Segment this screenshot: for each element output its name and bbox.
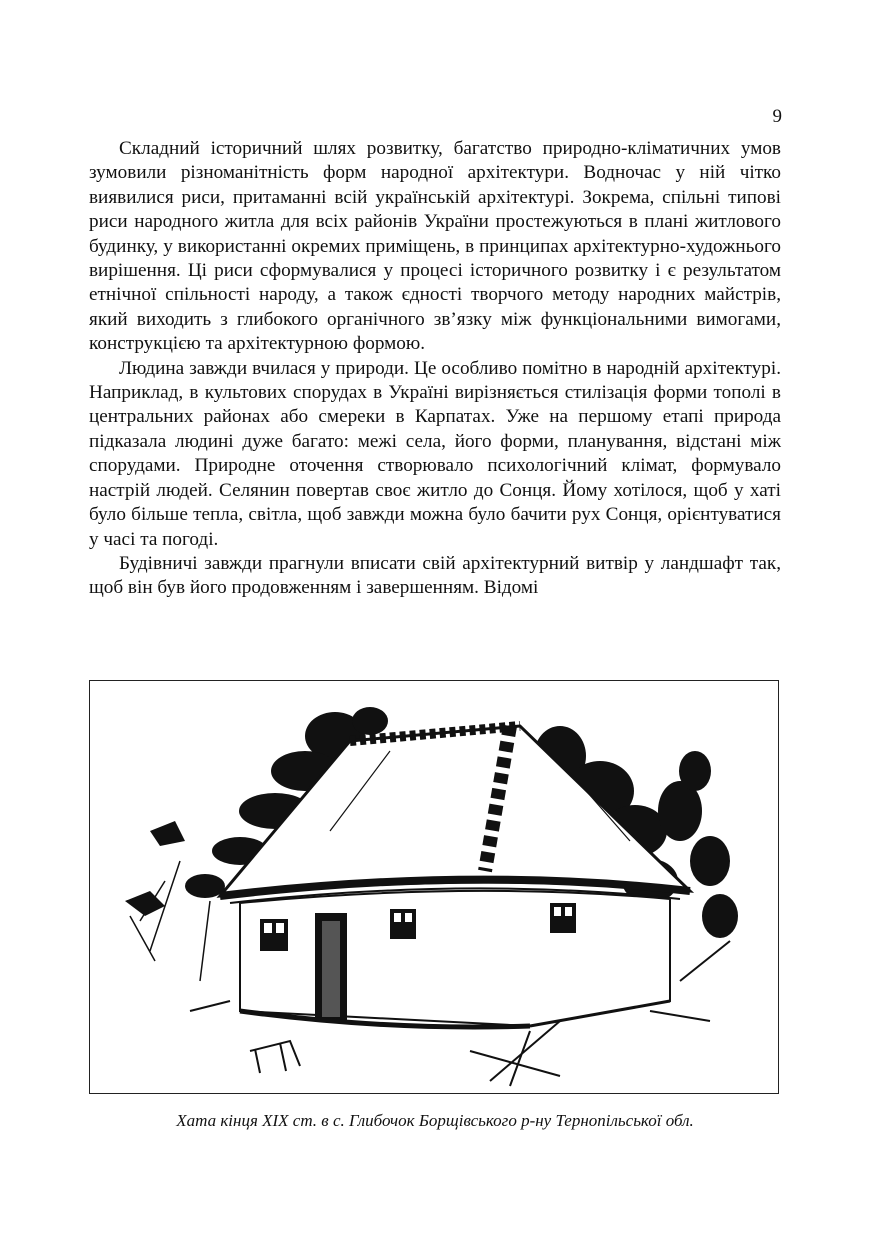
house-illustration xyxy=(89,680,779,1094)
page-number: 9 xyxy=(772,106,782,127)
house-walls-drawing xyxy=(240,891,670,1027)
figure-caption: Хата кінця XIX ст. в с. Глибочок Борщівського р-ну Тернопільської обл. xyxy=(176,1111,694,1130)
paragraph-2: Людина завжди вчилася у природи. Це особливо помітно в народній архітектурі. Наприклад, в культових спорудах в Україні вирізняється стилізація форми тополі в центральних районах або смереки в Карпатах. Уже на першому етапі природа підказала людині дуже багато: межі села, його форми, планування, відстані між спорудами. Природне оточення створювало психологічний клімат, формувало настрій людей. Селянин повертав своє житло до Сонця. Йому хотілося, щоб у хаті було більше тепла, світла, щоб завжди можна було бачити рух Сонця, орієнтуватися у часі та погоді. xyxy=(89,357,781,550)
paragraph-3: Будівничі завжди прагнули вписати свій архітектурний витвір у ландшафт так, щоб він був його продовженням і завершенням. Відомі xyxy=(89,552,781,599)
paragraph-1: Складний історичний шлях розвитку, багатство природно-кліматичних умов зумовили різноманітність форм народної архітектури. Водночас у ній чітко виявилися риси, притаманні всій українській архітектурі. Зокрема, спільні типові риси народного житла для всіх районів України простежуються в плані житлового будинку, у використанні окремих приміщень, в принципах архітектурно-художнього вирішення. Ці риси сформувалися у процесі історичного розвитку і є результатом етнічної спільності народу, а також єдності творчого методу народних майстрів, який виходить з глибокого органічного зв’язку між функціональними вимогами, конструкцією та архітектурною формою. xyxy=(89,138,781,355)
body-text xyxy=(89,137,781,601)
